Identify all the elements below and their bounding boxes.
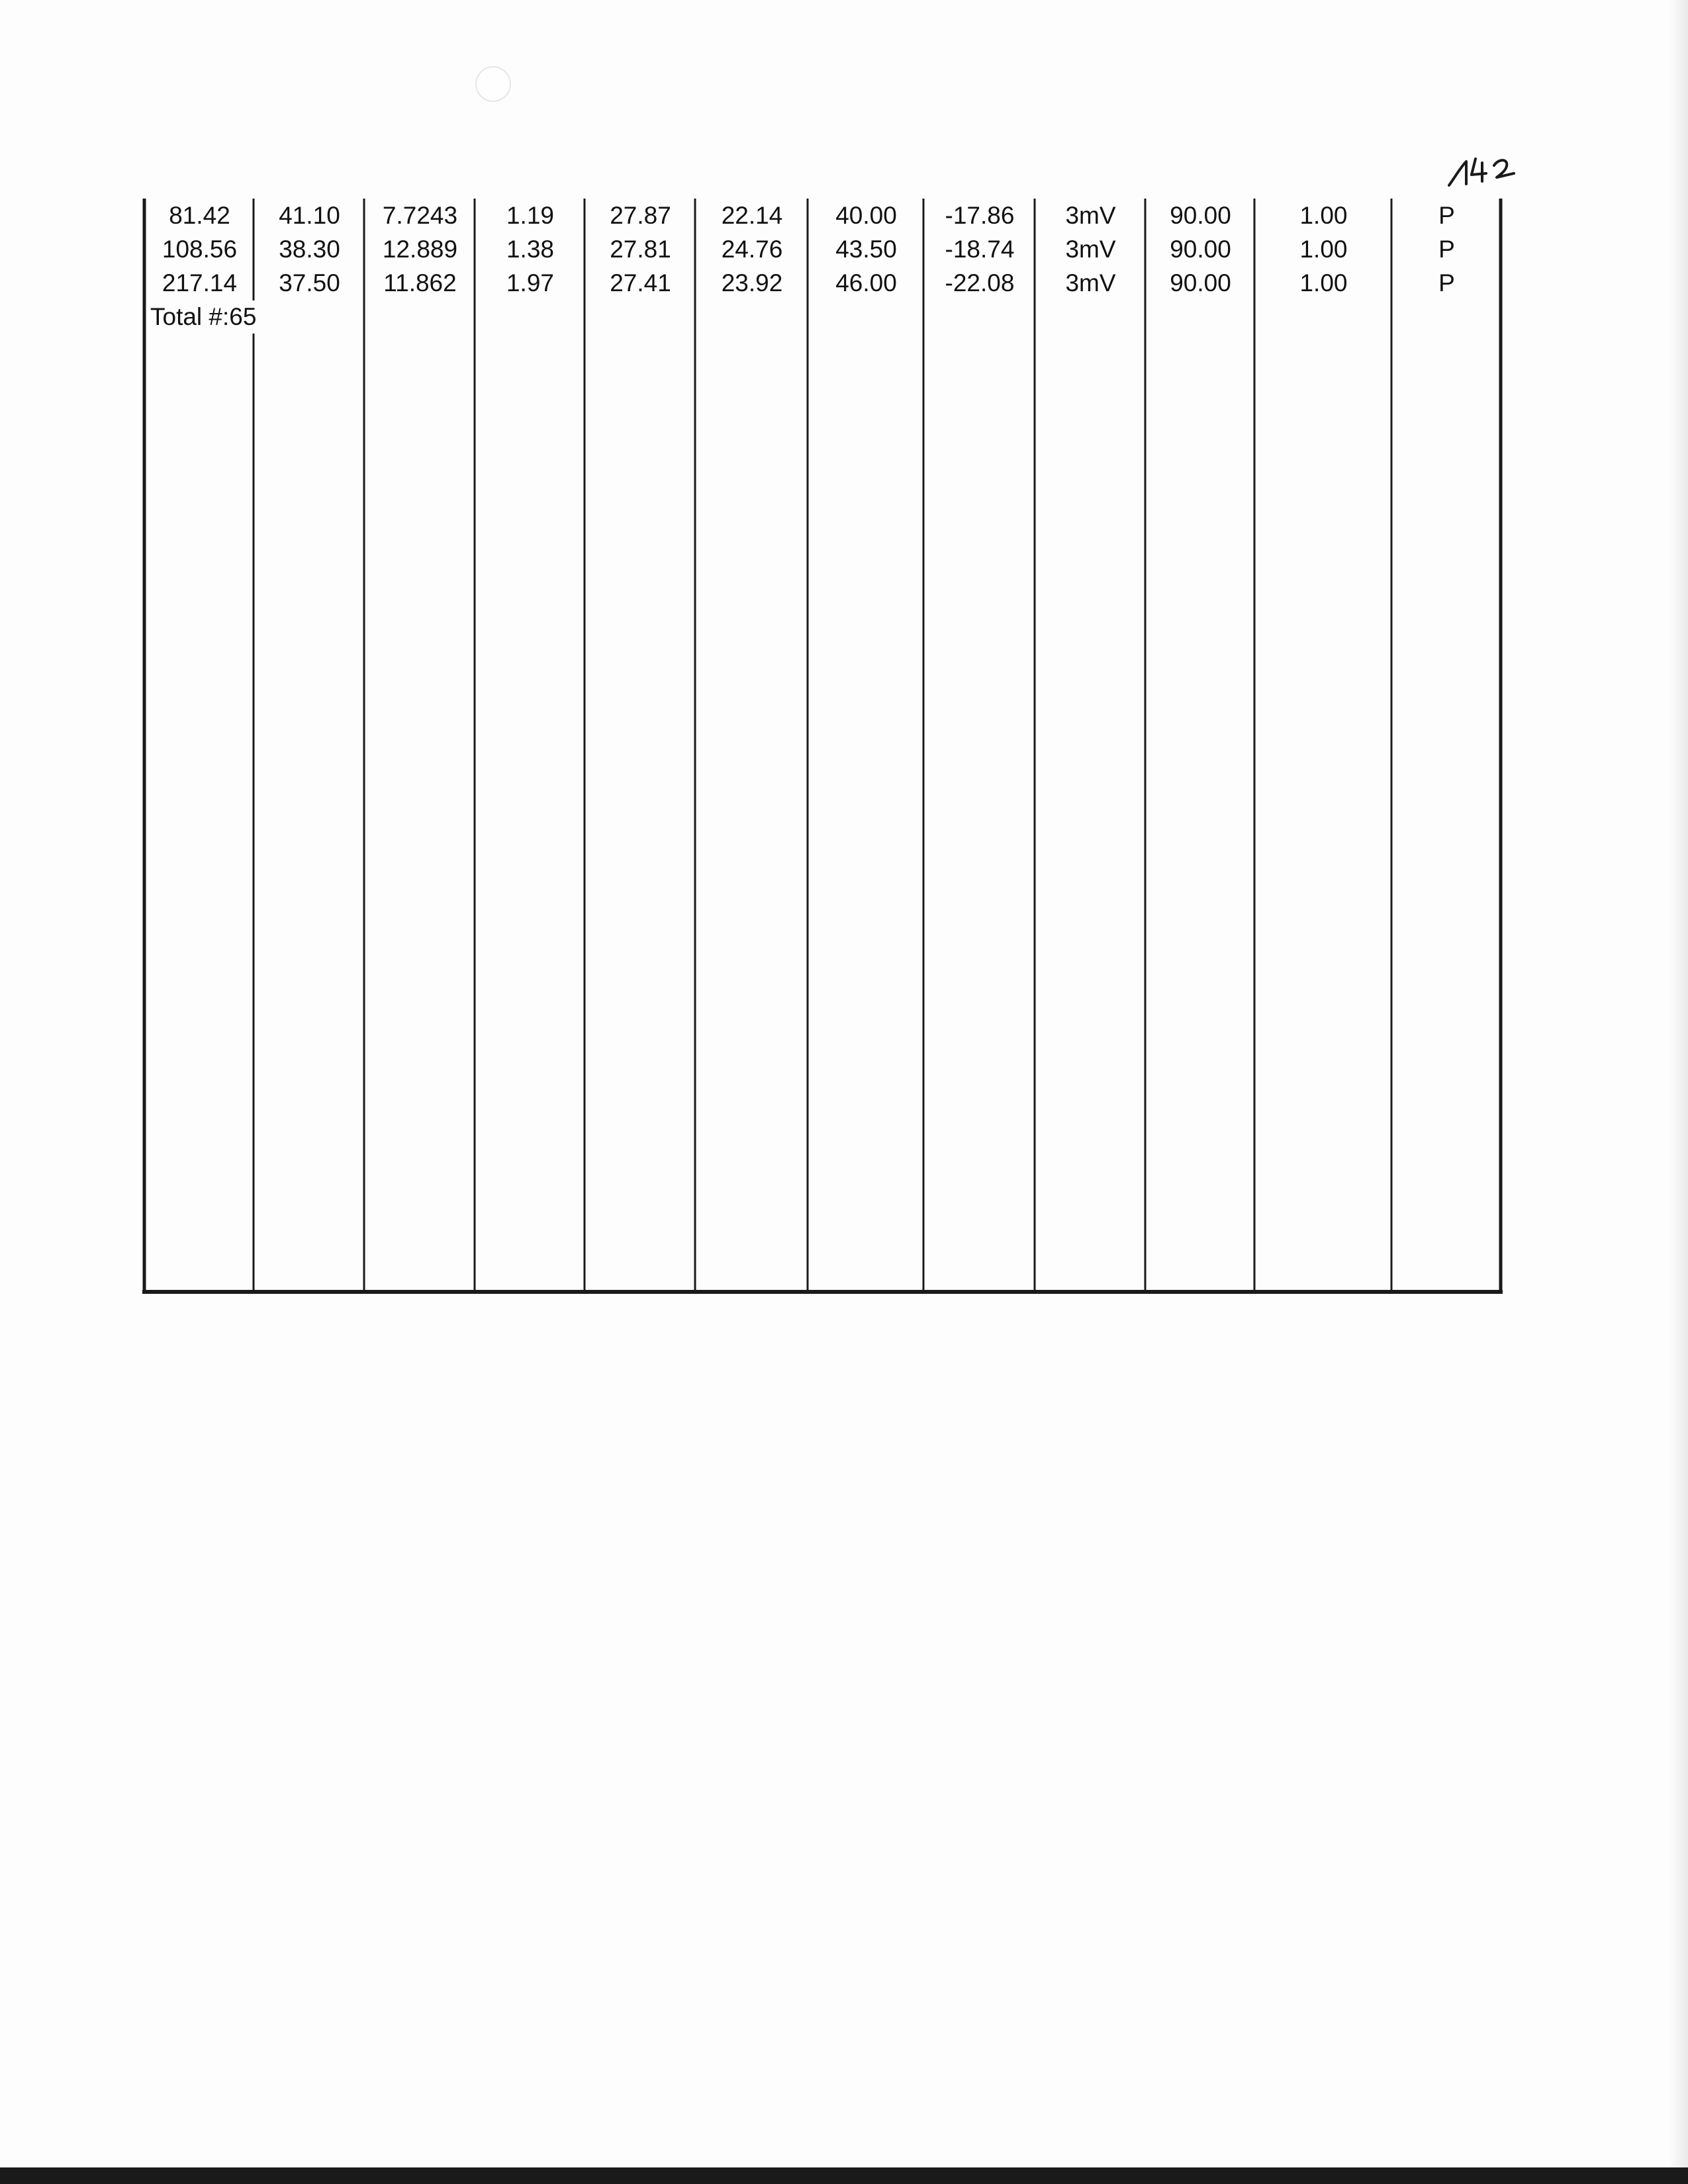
table-cell: 217.14: [162, 269, 238, 296]
data-table: [142, 199, 1503, 1294]
table-row: [142, 232, 1503, 267]
table-cell: P: [1438, 269, 1455, 296]
table-cell: P: [1438, 236, 1455, 263]
table-cell: 3mV: [1065, 202, 1116, 229]
table-cell: 3mV: [1065, 236, 1116, 263]
table-cell: 12.889: [382, 236, 458, 263]
handwritten-page-number: [1446, 151, 1532, 197]
table-grid-lines: [142, 199, 1503, 1294]
table-cell: 46.00: [835, 269, 897, 296]
table-cell: 41.10: [279, 202, 340, 229]
scan-bottom-edge: [0, 2167, 1688, 2184]
table-cell: 23.92: [721, 269, 783, 296]
table-cell: 1.00: [1299, 202, 1348, 229]
total-count-label: Total #:65: [150, 300, 259, 334]
table-cell: 1.00: [1299, 236, 1348, 263]
table-cell: -22.08: [945, 269, 1015, 296]
table-cell: 1.00: [1299, 269, 1348, 296]
table-cell: -17.86: [945, 202, 1015, 229]
table-cell: 37.50: [279, 269, 340, 296]
table-cell: 1.97: [506, 269, 554, 296]
table-cell: -18.74: [945, 236, 1015, 263]
handwritten-page-number-icon: [1446, 151, 1532, 197]
table-cell: 1.38: [506, 236, 554, 263]
table-cell: P: [1438, 202, 1455, 229]
scan-edge-shadow: [1668, 0, 1688, 2184]
table-cell: 27.41: [610, 269, 671, 296]
table-cell: 90.00: [1170, 202, 1231, 229]
table-row: [142, 199, 1503, 233]
table-row: [142, 266, 1503, 300]
table-cell: 7.7243: [382, 202, 458, 229]
table-cell: 38.30: [279, 236, 340, 263]
table-cell: 90.00: [1170, 269, 1231, 296]
table-cell: 1.19: [506, 202, 554, 229]
table-cell: 22.14: [721, 202, 783, 229]
table-cell: 27.81: [610, 236, 671, 263]
table-cell: 24.76: [721, 236, 783, 263]
punch-hole: [475, 66, 511, 102]
table-cell: 81.42: [169, 202, 230, 229]
table-cell: 90.00: [1170, 236, 1231, 263]
table-cell: 43.50: [835, 236, 897, 263]
table-cell: 40.00: [835, 202, 897, 229]
table-cell: 27.87: [610, 202, 671, 229]
table-cell: 3mV: [1065, 269, 1116, 296]
table-cell: 11.862: [383, 269, 457, 296]
table-cell: 108.56: [162, 236, 238, 263]
